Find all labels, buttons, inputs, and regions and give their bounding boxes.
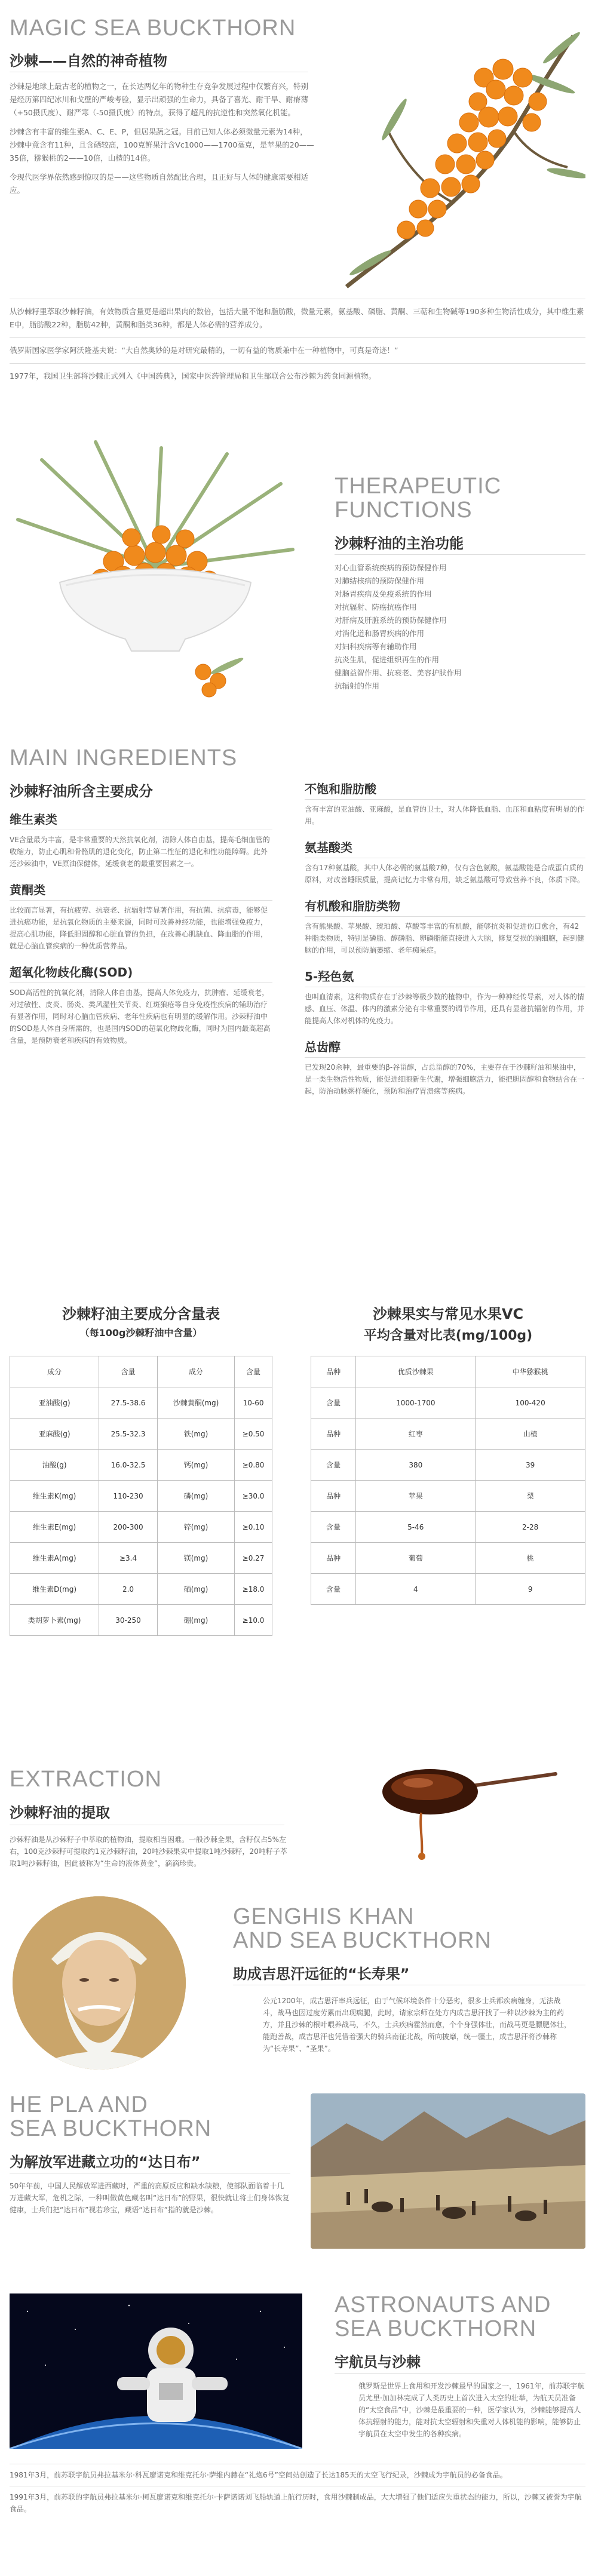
ingredient-heading: 维生素类 — [10, 812, 57, 827]
section5-en-title-1: GENGHIS KHAN — [233, 1904, 415, 1929]
table-row — [10, 1450, 272, 1481]
ingredients-left-column — [10, 806, 272, 1046]
table-header-cell: 优质沙棘果 — [356, 1356, 476, 1387]
section7-en-title-2: SEA BUCKTHORN — [335, 2316, 537, 2341]
astronaut-space-photo — [10, 2293, 302, 2449]
table-cell: 亚麻酸(g) — [10, 1419, 99, 1450]
table-cell: 锌(mg) — [157, 1512, 234, 1543]
table-cell: 380 — [356, 1450, 476, 1481]
table-cell: 铁(mg) — [157, 1419, 234, 1450]
table-cell: 25.5-32.3 — [99, 1419, 158, 1450]
table-cell: ≥30.0 — [235, 1481, 272, 1512]
section6-paragraph: 50年年前，中国人民解放军进西藏时，严重的高原反应和缺水缺粮，使部队面临着十几万进藏大军，危机之际，一种叫做黄色藏名叫“达日布”的野果，很快就让将士们身体恢复健康，士兵们把“达日布”视若珍宝，藏语“达日布”指的就是沙棘。 — [10, 2182, 290, 2214]
function-item: 对抗辐射、防癌抗癌作用 — [335, 603, 417, 612]
ingredient-divider — [305, 1057, 585, 1058]
table-cell: 硒(mg) — [157, 1574, 234, 1605]
s1-paragraph-1: 沙棘是地球上最古老的植物之一，在长达两亿年的物种生存竞争发展过程中仅繁育兴，特别是经历第四纪冰川和戈壁的严峻考验，显示出顽强的生命力，具备了喜光、耐干旱、耐瘠薄（+50摄氏度）、耐严寒（-50摄氏度）的特点，获得了超凡的抗逆性和突然氧化机能。 — [10, 82, 309, 117]
ingredient-text: VE含量最为丰富，是非常重要的天然抗氧化剂，清除人体自由基，提高毛细血管的收缩力，防止心肌和骨骼肌的退化变化，防止第二性征的退化和性功能障碍。此外还沙棘油中，VE原油保健体，延缓衰老的最重要因素之一。 — [10, 836, 270, 868]
table2-subtitle: 平均含量对比表(mg/100g) — [363, 1328, 533, 1343]
table-cell: 葡萄 — [356, 1543, 476, 1574]
table-header-cell: 含量 — [99, 1356, 158, 1387]
s1-divider-4 — [10, 363, 585, 364]
oil-spoon-image — [364, 1750, 562, 1863]
function-item: 健脑益智作用、抗衰老、美容护肤作用 — [335, 668, 462, 677]
table-cell: 含量 — [311, 1387, 356, 1419]
s1-paragraph-6: 1977年，我国卫生部将沙棘正式列入《中国药典》，国家中医药管理局和卫生部联合公布沙棘为药食同源植物。 — [10, 371, 376, 380]
ingredient-heading: 超氧化物歧化酶(SOD) — [10, 965, 133, 980]
table-cell: 维生素D(mg) — [10, 1574, 99, 1605]
table-cell: ≥0.27 — [235, 1543, 272, 1574]
section5-paragraph: 公元1200年，成吉思汗率兵远征，由于气候环境条件十分恶劣，很多士兵都疾病缠身，无法战斗，战马也因过度劳累而出现瘸腿，此时，请家宗师在处方内成吉思汗找了一种以沙棘为主的药方，并且沙棘的根叶喂养战马，不久，士兵疾病霍然而愈，个个身强体壮，而战马更是膘肥体壮，能跑善战，成吉思汗也凭借着强大的骑兵南征北战，所向披靡，统一疆土，成吉思汗将沙棘称为“长寿果”、“圣果”。 — [263, 1997, 572, 2053]
section7-paragraph-1: 俄罗斯是世界上食用和开发沙棘最早的国家之一，1961年，前苏联宇航员尤里·加加林完成了人类历史上首次进入太空的壮举，为航天员准备的“太空食品”中，沙棘是最重要的一种，医学家认为，沙棘能够提高人体抗辐射的能力，能对抗太空辐射和失重对人体机能的影响，能够防止宇航员在太空中发生的各种疾病。 — [358, 2382, 585, 2438]
table-cell: 含量 — [311, 1574, 356, 1605]
table-cell: 110-230 — [99, 1481, 158, 1512]
section3-en-title: MAIN INGREDIENTS — [10, 745, 238, 770]
table-cell: 4 — [356, 1574, 476, 1605]
ingredient-divider — [10, 982, 272, 983]
table-row — [10, 1512, 272, 1543]
section5-en-title-2: AND SEA BUCKTHORN — [233, 1928, 492, 1953]
ingredient-text: 含有17种氨基酸，其中人体必需的氨基酸7种，仅有含色氨酸，氨基酸能是合成蛋白质的原料，对改善睡眠质量，提高记忆力非常有用，缺乏氨基酸可导致营养不良，体质下降。 — [305, 864, 585, 884]
ingredient-text: 也叫血清素，这种物质存在于沙棘等极少数的植物中，作为一种神经传导素，对人体的情感、血压、体温、体内的激素分泌有非常重要的调节作用，还具有显著抗辐射的作用，并能提高人体对机体的免疫力。 — [305, 993, 585, 1025]
s1-paragraph-3: 令现代医学界依然感到惊叹的是——这些物质自然配比合理，且正好与人体的健康需要相适应。 — [10, 173, 309, 195]
table-row — [311, 1387, 585, 1419]
table-row — [311, 1419, 585, 1450]
table-cell: 桃 — [476, 1543, 585, 1574]
section7-en-title-1: ASTRONAUTS AND — [335, 2292, 551, 2317]
table-cell: 硼(mg) — [157, 1605, 234, 1636]
table-row — [311, 1543, 585, 1574]
ingredient-heading: 氨基酸类 — [305, 840, 352, 855]
s1-paragraph-5: 俄罗斯国家医学家阿沃隆基夫说：“大自然奥妙的是对研究最精的，一切有益的物质兼中在一种植物中，可真是奇迹！” — [10, 346, 398, 355]
sea-buckthorn-branch-image — [335, 12, 585, 299]
ingredient-text: 已发现20余种，最重要的β-谷甾醇，占总甾醇的70%，主要存在于沙棘籽油和果油中，是一类生物活性物质，能促进细胞新生代谢，增强细胞活力，能把胆固醇和食物结合在一起，防治动脉粥样硬化，预防和治疗胃溃疡等疾病。 — [305, 1063, 585, 1095]
section2-divider — [335, 554, 585, 555]
table-header-row — [10, 1356, 272, 1387]
sea-buckthorn-bowl-image — [6, 436, 305, 717]
table-cell: ≥3.4 — [99, 1543, 158, 1574]
table-cell: 含量 — [311, 1450, 356, 1481]
table-cell: 苹果 — [356, 1481, 476, 1512]
function-item: 对肝病及肝脏系统的预防保健作用 — [335, 616, 447, 625]
section1-body — [10, 80, 314, 197]
table-row — [10, 1605, 272, 1636]
table-cell: 品种 — [311, 1419, 356, 1450]
section7-bottom-text — [10, 2464, 585, 2515]
table-cell: ≥0.50 — [235, 1419, 272, 1450]
function-item: 对肠胃疾病及免疫系统的作用 — [335, 589, 432, 598]
ingredient-divider — [10, 900, 272, 901]
ingredient-text: SOD高活性的抗氧化剂，清除人体自由基，提高人体免疫力，抗肿瘤、延缓衰老，对过敏性、皮炎、肠炎、类风湿性关节炎、红斑狼疮等自身免疫性疾病的辅助治疗有显著作用，同时对心脑血管疾病、老年性疾病也有明显的缓解作用。沙棘籽油中的SOD是人体自身所需的，也是国内SOD的超氧化物歧化酶，同时为国内最高超高含量，是预防衰老和疾病的有效物质。 — [10, 988, 271, 1045]
ingredient-text: 比较而言显著，有抗疲劳、抗衰老、抗辐射等显著作用，有抗菌、抗病毒，能够促进抗癌功能，是抗氧化物质的主要来源，同时可改善神经功能，也能增强免疫力，提高心肌功能，降低胆固醇和心脏血管的负担，在改善心肌缺血、降血脂的作用，就是心脑血管疾病的一种优质营养品。 — [10, 906, 268, 950]
table-row — [10, 1387, 272, 1419]
section3-cn-title: 沙棘籽油所含主要成分 — [10, 783, 153, 800]
s1-paragraph-4: 从沙棘籽里萃取沙棘籽油，有效物质含量更是超出果肉的数倍，包括大量不饱和脂肪酸，微量元素，氨基酸、磷脂、黄酮、三萜和生物碱等190多种生物活性成分，其中维生素E中，脂肪酸22种，脂肪42种，黄酮和脂类36种，都是人体必需的营养成分。 — [10, 307, 584, 329]
table-cell: 钙(mg) — [157, 1450, 234, 1481]
table-cell: 磷(mg) — [157, 1481, 234, 1512]
table-cell: 品种 — [311, 1543, 356, 1574]
table-cell: 梨 — [476, 1481, 585, 1512]
genghis-khan-portrait — [10, 1893, 189, 2073]
ingredient-heading: 5-羟色氨 — [305, 969, 354, 984]
table-cell: 100-420 — [476, 1387, 585, 1419]
table-cell: 维生素E(mg) — [10, 1512, 99, 1543]
table-cell: 30-250 — [99, 1605, 158, 1636]
table-cell: ≥18.0 — [235, 1574, 272, 1605]
ingredient-heading: 不饱和脂肪酸 — [305, 782, 376, 796]
section5-cn-title: 助成吉思汗远征的“长寿果” — [233, 1966, 410, 1982]
table-cell: 类胡萝卜素(mg) — [10, 1605, 99, 1636]
table-cell: 维生素K(mg) — [10, 1481, 99, 1512]
table-cell: ≥10.0 — [235, 1605, 272, 1636]
functions-list — [335, 561, 585, 693]
table-cell: 9 — [476, 1574, 585, 1605]
table-row — [311, 1574, 585, 1605]
table-cell: 16.0-32.5 — [99, 1450, 158, 1481]
section2-en-title-1: THERAPEUTIC — [335, 474, 502, 499]
table-cell: 5-46 — [356, 1512, 476, 1543]
table1-title: 沙棘籽油主要成分含量表 — [62, 1306, 220, 1322]
function-item: 对消化道和肠胃疾病的作用 — [335, 629, 425, 638]
table-cell: 红枣 — [356, 1419, 476, 1450]
section4-cn-title: 沙棘籽油的提取 — [10, 1804, 110, 1821]
section7-paragraph-2: 1981年3月，前苏联宇航员弗拉基米尔·科瓦廖诺克和维克托尔·萨维内赫在“礼炮6号”空间站创造了长达185天的太空飞行纪录，沙棘成为宇航员的必备食品。 — [10, 2471, 507, 2479]
section1-en-title: MAGIC SEA BUCKTHORN — [10, 16, 296, 41]
table-row — [10, 1543, 272, 1574]
section1-cn-title: 沙棘——自然的神奇植物 — [10, 53, 167, 69]
table-cell: ≥0.80 — [235, 1450, 272, 1481]
function-item: 对妇科疾病等有辅助作用 — [335, 642, 417, 651]
table-cell: ≥0.10 — [235, 1512, 272, 1543]
table-cell: 10-60 — [235, 1387, 272, 1419]
table-cell: 亚油酸(g) — [10, 1387, 99, 1419]
ingredient-divider — [305, 916, 585, 917]
table-cell: 39 — [476, 1450, 585, 1481]
table-row — [10, 1419, 272, 1450]
table-row — [311, 1512, 585, 1543]
section6-cn-title: 为解放军进藏立功的“达日布” — [10, 2154, 201, 2170]
section2-cn-title: 沙棘籽油的主治功能 — [335, 535, 464, 552]
section7-paragraph-3: 1991年3月，前苏联的宇航员弗拉基米尔·柯瓦廖诺克和维克托尔·卡萨诺诺刘飞船轨道上航行历时，食用沙棘制成品，大大增强了他们适应失重状态的能力，所以，沙棘又被誉为宇航食品。 — [10, 2493, 582, 2513]
pla-tibet-photo — [311, 2093, 585, 2249]
table1-header — [10, 1302, 272, 1339]
table-header-cell: 成分 — [10, 1356, 99, 1387]
table-row — [10, 1574, 272, 1605]
function-item: 对肺结核病的预防保健作用 — [335, 576, 425, 585]
table-cell: 1000-1700 — [356, 1387, 476, 1419]
function-item: 抗辐射的作用 — [335, 681, 380, 690]
function-item: 抗炎生肌，促进组织再生的作用 — [335, 655, 440, 664]
table-cell: 沙棘黄酮(mg) — [157, 1387, 234, 1419]
table-cell: 油酸(g) — [10, 1450, 99, 1481]
table-header-cell: 品种 — [311, 1356, 356, 1387]
section4-paragraph: 沙棘籽油是从沙棘籽子中萃取的植物油，提取相当困难。一般沙棘全果，含籽仅占5%左右，100克沙棘籽可提取约1克沙棘籽油，20吨沙棘果实中提取1吨沙棘籽，20吨籽子萃取1吨沙棘籽油，因此被称为“生命的液体黄金”，滴滴珍贵。 — [10, 1835, 287, 1868]
ingredient-text: 含有熊果酸、苹果酸、琥珀酸、草酸等丰富的有机酸，能够抗炎和促进伤口愈合，有42种脂类物质，特别是磷脂、醇磷脂、卵磷脂能直接进入大脑，修复受损的脑细胞，起到健脑的作用，可以预防脑萎缩、老年痴呆症。 — [305, 922, 585, 954]
section6-en-title-1: HE PLA AND — [10, 2092, 148, 2117]
table-cell: 山楂 — [476, 1419, 585, 1450]
section6-en-title-2: SEA BUCKTHORN — [10, 2116, 212, 2141]
ingredient-heading: 总齿醇 — [305, 1040, 341, 1054]
table-header-cell: 中华猕猴桃 — [476, 1356, 585, 1387]
table-cell: 含量 — [311, 1512, 356, 1543]
s1-divider-3 — [10, 337, 585, 338]
table-cell: 维生素A(mg) — [10, 1543, 99, 1574]
ingredient-content-table — [10, 1356, 272, 1636]
ingredient-heading: 有机酸和脂肪类物 — [305, 899, 400, 913]
section7-cn-title: 宇航员与沙棘 — [335, 2354, 421, 2371]
table2-title: 沙棘果实与常见水果VC — [372, 1306, 524, 1322]
table-row — [10, 1481, 272, 1512]
ingredient-text: 含有丰富的亚油酸、亚麻酸，是血管的卫士，对人体降低血脂、血压和血粘度有明显的作用。 — [305, 805, 585, 825]
table-header-cell: 含量 — [235, 1356, 272, 1387]
table-cell: 品种 — [311, 1481, 356, 1512]
table-cell: 2.0 — [99, 1574, 158, 1605]
table-row — [311, 1450, 585, 1481]
section7-divider — [335, 2373, 585, 2374]
table-cell: 2-28 — [476, 1512, 585, 1543]
s1-paragraph-2: 沙棘含有丰富的维生素A、C、E、P，但居果蔬之冠。目前已知人体必须微量元素为14种，沙棘中竟含有11种，且含硒较高，100克鲜果汁含Vc1000——1700毫克，是苹果的20——35倍，猕猴桃的2——10倍，山楂的14倍。 — [10, 127, 314, 162]
function-item: 对心血管系统疾病的预防保健作用 — [335, 563, 447, 572]
ingredients-right-column — [305, 779, 585, 1097]
section4-en-title: EXTRACTION — [10, 1767, 162, 1792]
table-cell: 镁(mg) — [157, 1543, 234, 1574]
table-cell: 27.5-38.6 — [99, 1387, 158, 1419]
ingredient-heading: 黄酮类 — [10, 883, 45, 897]
table-row — [311, 1481, 585, 1512]
table1-subtitle: （每100g沙棘籽油中含量） — [79, 1327, 203, 1338]
vc-comparison-table — [311, 1356, 585, 1605]
table2-header — [311, 1302, 585, 1344]
table-header-row — [311, 1356, 585, 1387]
ingredient-divider — [305, 799, 585, 800]
section1-body-full — [10, 299, 585, 383]
section2-en-title-2: FUNCTIONS — [335, 498, 473, 523]
table-header-cell: 成分 — [157, 1356, 234, 1387]
table-cell: 200-300 — [99, 1512, 158, 1543]
